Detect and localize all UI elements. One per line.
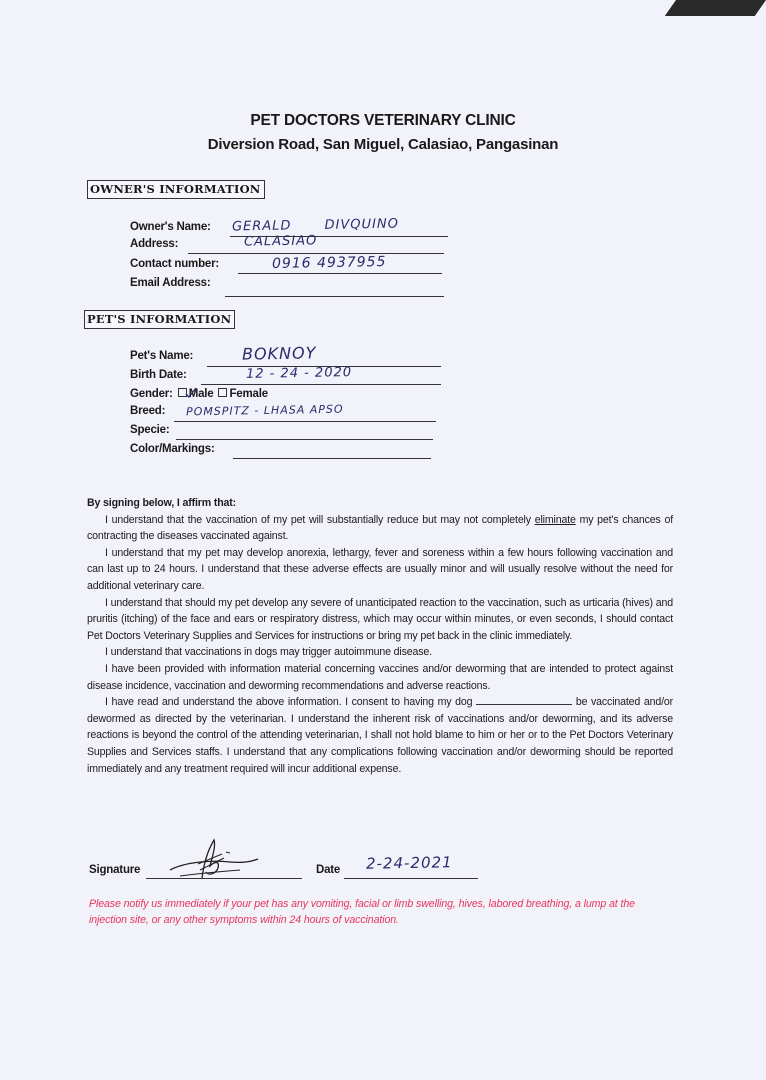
consent-paragraph-2: I understand that my pet may develop anorexia, lethargy, fever and soreness within a few hours following vaccination and can last up to 24 hours. I understand that these adverse effects are usually minor and will usually resolve without the need for additional veterinary care. xyxy=(87,546,673,592)
dog-name-blank[interactable] xyxy=(476,695,572,705)
consent-paragraph-1: I understand that the vaccination of my pet will substantially reduce but may not completely eliminate my pet's chances of contracting the diseases vaccinated against. xyxy=(87,513,673,543)
breed-label: Breed: xyxy=(130,405,166,417)
breed-field[interactable]: POMSPITZ - LHASA APSO xyxy=(185,402,344,419)
consent-paragraph-4: I understand that vaccinations in dogs may trigger autoimmune disease. xyxy=(105,646,432,659)
color-markings-line xyxy=(233,458,431,459)
breed-line xyxy=(174,421,436,422)
date-line xyxy=(344,878,478,879)
pet-section-heading: PET'S INFORMATION xyxy=(84,310,235,329)
birth-date-line xyxy=(201,384,441,385)
birth-date-field[interactable]: 12 - 24 - 2020 xyxy=(245,365,353,382)
consent-paragraph-3: I understand that should my pet develop any severe of unanticipated reaction to the vaccination, such as urticaria (hives) and pruritis (itching) of the face and ears or respiratory distress, which may occur within minutes, or even seconds, I should contact Pet Doctors Veterinary Supplies and Services for instructions or bring my pet back in the clinic immediately. xyxy=(87,596,673,642)
email-label: Email Address: xyxy=(130,277,211,289)
gender-label: Gender: xyxy=(130,388,173,400)
handwritten-signature-icon xyxy=(160,832,270,884)
date-label: Date xyxy=(316,864,341,876)
owner-section-heading: OWNER'S INFORMATION xyxy=(87,180,265,199)
owner-address-field[interactable]: CALASIAO xyxy=(243,233,318,250)
date-field[interactable]: 2-24-2021 xyxy=(365,853,453,873)
contact-number-line xyxy=(238,273,442,274)
clinic-name: PET DOCTORS VETERINARY CLINIC xyxy=(250,112,516,129)
male-option-label: Male xyxy=(188,388,214,400)
consent-text xyxy=(87,495,673,777)
consent-paragraph-6: I have read and understand the above information. I consent to having my dog be vaccinated and/or dewormed as directed by the veterinarian. I understand the inherent risk of vaccinations and/or deworming, and its adverse reactions is beyond the control of the attending veterinarian, I shall not hold blame to him or her or to the Pet Doctors Veterinary Supplies and Services staffs. I understand that any complications following vaccination and/or deworming should be reported immediately and any treatment required will incur additional expense. xyxy=(87,696,674,775)
signature-label: Signature xyxy=(89,864,141,876)
owner-address-label: Address: xyxy=(130,238,179,250)
color-markings-label: Color/Markings: xyxy=(130,443,215,455)
eliminate-word: eliminate xyxy=(534,513,576,526)
owner-name-field[interactable]: GERALD DIVQUINO xyxy=(231,216,399,235)
pet-name-field[interactable]: BOKNOY xyxy=(241,343,317,364)
specie-line xyxy=(176,439,433,440)
male-checkmark-icon xyxy=(184,386,198,400)
birth-date-label: Birth Date: xyxy=(130,369,187,381)
consent-paragraph-5: I have been provided with information material concerning vaccines and/or deworming that are intended to protect against disease incidence, vaccination and deworming recommendations and adverse reactions. xyxy=(87,662,673,692)
female-checkbox[interactable] xyxy=(218,388,227,397)
owner-name-label: Owner's Name: xyxy=(130,221,211,233)
contact-number-field[interactable]: 0916 4937955 xyxy=(271,254,387,272)
affirm-heading: By signing below, I affirm that: xyxy=(87,497,237,509)
post-vaccination-notice: Please notify us immediately if your pet has any vomiting, facial or limb swelling, hives, labored breathing, a lump at the injection site, or any other symptoms within 24 hours of vaccination. xyxy=(89,898,635,926)
female-option-label: Female xyxy=(229,388,268,400)
clinic-address: Diversion Road, San Miguel, Calasiao, Pangasinan xyxy=(207,136,559,153)
owner-address-line xyxy=(188,253,444,254)
specie-label: Specie: xyxy=(130,424,170,436)
gender-row xyxy=(130,388,268,400)
contact-number-label: Contact number: xyxy=(130,258,220,270)
pet-name-label: Pet's Name: xyxy=(130,350,194,362)
email-line xyxy=(225,296,444,297)
